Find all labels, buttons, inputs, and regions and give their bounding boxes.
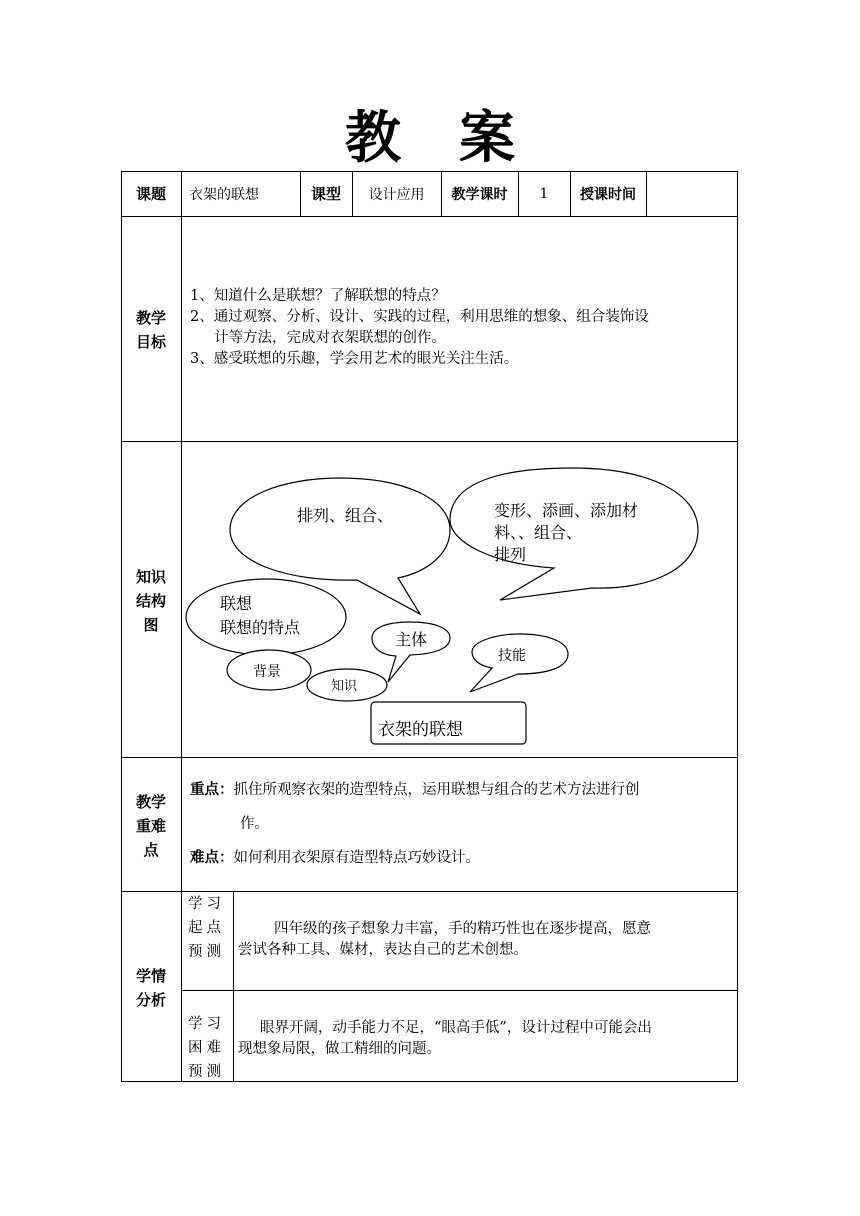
association-text-1: 联想 [220, 594, 253, 613]
time-value [646, 171, 738, 216]
difficult-point [190, 848, 735, 869]
structure-label: 知识结构图 [135, 568, 166, 634]
goal-item: 2、通过观察、分析、设计、实践的过程，利用思维的想象、组合装饰设 [190, 309, 649, 325]
difficult-point-text: 如何利用衣架原有造型特点巧妙设计。 [233, 850, 480, 866]
analysis-label: 学情分析 [135, 967, 166, 1009]
start-text-line: 尝试各种工具、媒材，表达自己的艺术创想。 [238, 942, 528, 958]
key-point-text: 抓住所观察衣架的造型特点，运用联想与组合的艺术方法进行创 [233, 782, 640, 798]
skill-text: 技能 [498, 648, 526, 664]
association-bubble [186, 579, 346, 655]
time-label: 授课时间 [580, 186, 636, 203]
keypoints-label: 教学重难点 [135, 793, 166, 859]
topic-label: 课题 [135, 185, 166, 203]
page-title: 教案 [345, 106, 573, 171]
difficulty-text-line: 眼界开阔，动手能力不足，“眼高手低”，设计过程中可能会出 [260, 1020, 652, 1036]
center-text: 衣架的联想 [378, 720, 463, 740]
transform-text-3: 排列 [494, 545, 527, 564]
transform-text-1: 变形、添画、添加材 [494, 501, 639, 520]
goals-list [190, 286, 735, 370]
goals-label: 教学目标 [135, 309, 166, 351]
goal-item: 3、感受联想的乐趣，学会用艺术的眼光关注生活。 [190, 351, 519, 367]
difficulty-prediction-text [238, 1018, 735, 1060]
start-prediction-text [238, 919, 735, 961]
difficulty-text-line: 现想象局限，做工精细的问题。 [238, 1041, 441, 1057]
goal-item: 1、知道什么是联想？了解联想的特点？ [190, 288, 446, 304]
subject-text: 主体 [395, 630, 428, 649]
key-point-continued: 作。 [240, 816, 269, 832]
difficult-point-label: 难点： [190, 850, 234, 866]
type-label: 课型 [310, 185, 341, 203]
knowledge-structure-diagram [182, 442, 737, 756]
arrange-text: 排列、组合、 [297, 506, 394, 525]
topic-value: 衣架的联想 [189, 186, 259, 203]
start-text-line: 四年级的孩子想象力丰富，手的精巧性也在逐步提高，愿意 [274, 921, 651, 937]
hours-value: 1 [539, 185, 549, 202]
association-text-2: 联想的特点 [220, 618, 301, 637]
key-point-label: 重点： [190, 782, 234, 798]
knowledge-text: 知识 [331, 679, 358, 694]
type-value: 设计应用 [368, 186, 425, 203]
difficulty-prediction-label: 学习困难预测 [188, 1016, 225, 1080]
hours-label: 教学课时 [451, 186, 508, 203]
start-prediction-label: 学习起点预测 [188, 896, 225, 960]
transform-text-2: 料、、组合、 [494, 523, 583, 542]
key-point [190, 780, 735, 801]
goal-item: 计等方法，完成对衣架联想的创作。 [214, 330, 446, 346]
background-text: 背景 [253, 664, 281, 680]
